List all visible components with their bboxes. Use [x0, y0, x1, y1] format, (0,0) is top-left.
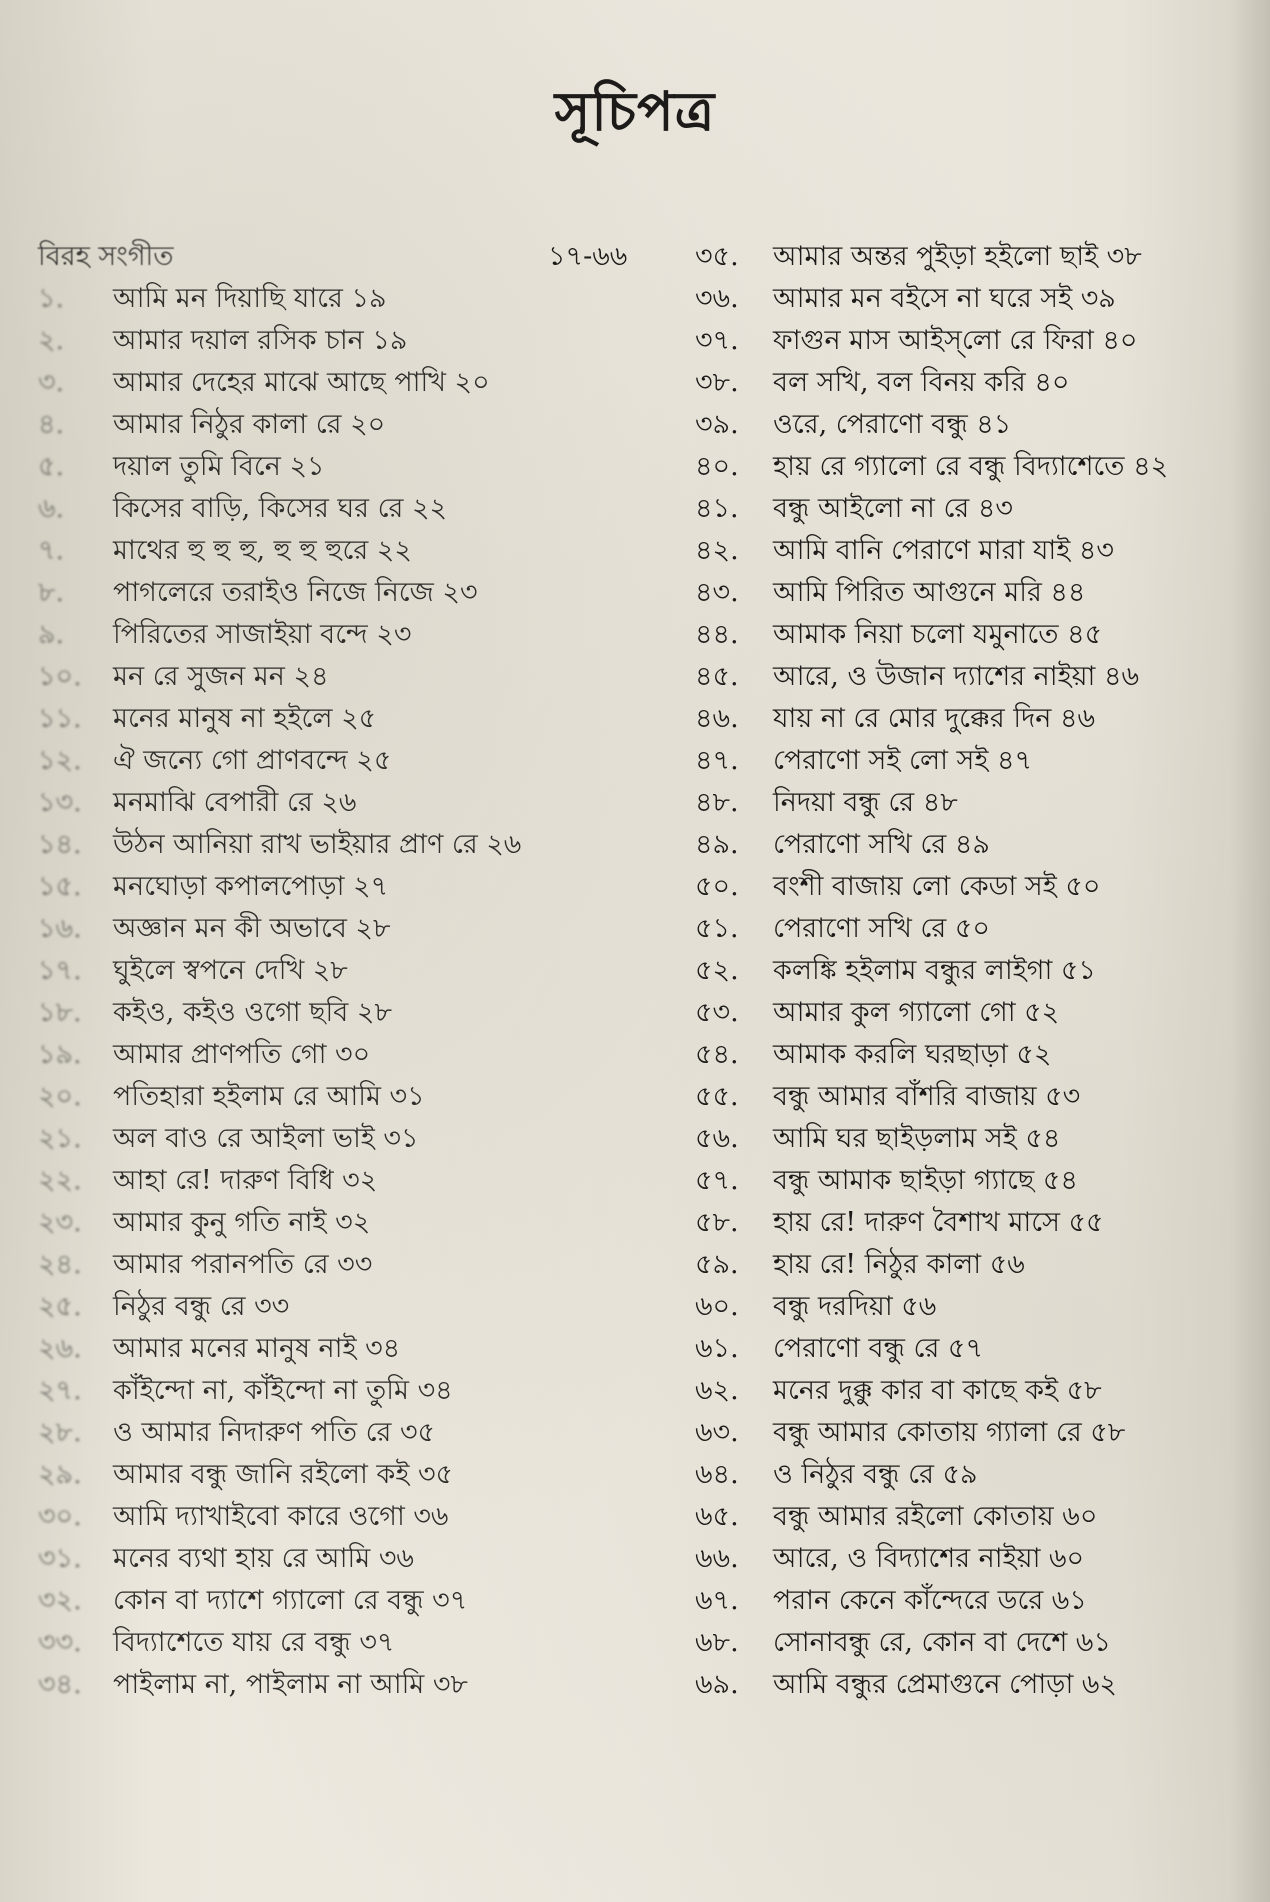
- toc-entry: [38, 1580, 658, 1622]
- toc-entry-title: অজ্ঞান মন কী অভাবে ২৮: [113, 913, 391, 944]
- toc-entry-title: আমাক করলি ঘরছাড়া ৫২: [773, 1039, 1052, 1070]
- toc-entry: [38, 446, 658, 488]
- toc-entry-number: ৫৪.: [695, 1039, 739, 1070]
- toc-entry-title: আমি মন দিয়াছি যারে ১৯: [113, 283, 387, 314]
- toc-entry-title: বন্ধু আইলো না রে ৪৩: [773, 493, 1013, 524]
- toc-entry-number: ১২.: [38, 745, 82, 776]
- toc-entry-title: আমার মনের মানুষ নাই ৩৪: [113, 1333, 401, 1364]
- toc-entry: [695, 1370, 1255, 1412]
- toc-entry: [695, 488, 1255, 530]
- toc-entry: [695, 530, 1255, 572]
- toc-entry: [38, 530, 658, 572]
- page-edge-shadow: [1230, 0, 1270, 1902]
- toc-entry-title: আহা রে! দারুণ বিধি ৩২: [113, 1165, 378, 1196]
- toc-entry: [695, 1496, 1255, 1538]
- toc-entry-number: ১৬.: [38, 913, 82, 944]
- toc-entry-title: আমি বন্ধুর প্রেমাগুনে পোড়া ৬২: [773, 1669, 1117, 1700]
- toc-entry-number: ৬.: [38, 493, 65, 524]
- toc-entry-number: ৪২.: [695, 535, 739, 566]
- toc-entry-number: ৩৬.: [695, 283, 739, 314]
- toc-entry-number: ৫৩.: [695, 997, 739, 1028]
- toc-entry-number: ৪৭.: [695, 745, 739, 776]
- toc-entry: [38, 866, 658, 908]
- toc-entry-number: ১.: [38, 283, 65, 314]
- toc-entry-title: ওরে, পেরাণো বন্ধু ৪১: [773, 409, 1012, 440]
- toc-entry-title: আমার দেহের মাঝে আছে পাখি ২০: [113, 367, 490, 398]
- toc-entry-number: ৫৯.: [695, 1249, 739, 1280]
- toc-entry-number: ৬৮.: [695, 1627, 739, 1658]
- toc-entry: [695, 908, 1255, 950]
- toc-entry-title: আরে, ও উজান দ্যাশের নাইয়া ৪৬: [773, 661, 1140, 692]
- toc-entry-title: ও নিঠুর বন্ধু রে ৫৯: [773, 1459, 978, 1490]
- toc-entry-title: মনমাঝি বেপারী রে ২৬: [113, 787, 357, 818]
- toc-entry-title: মনের মানুষ না হইলে ২৫: [113, 703, 377, 734]
- toc-entry-number: ১৯.: [38, 1039, 82, 1070]
- toc-entry-number: ৩৫.: [695, 241, 739, 272]
- toc-entry-number: ৬১.: [695, 1333, 739, 1364]
- toc-entry-number: ২০.: [38, 1081, 82, 1112]
- toc-entry: [695, 1244, 1255, 1286]
- toc-entry-number: ৬৯.: [695, 1669, 739, 1700]
- toc-entry: [695, 656, 1255, 698]
- toc-entry-title: হায় রে! নিঠুর কালা ৫৬: [773, 1249, 1025, 1280]
- section-name: বিরহ সংগীত: [38, 241, 174, 272]
- toc-entry: [38, 614, 658, 656]
- toc-entry-title: আমার অন্তর পুইড়া হইলো ছাই ৩৮: [773, 241, 1142, 272]
- toc-entry: [695, 572, 1255, 614]
- toc-entry-number: ২২.: [38, 1165, 82, 1196]
- toc-entry-number: ৫৭.: [695, 1165, 739, 1196]
- toc-left-list: [38, 278, 658, 1706]
- toc-entry: [695, 992, 1255, 1034]
- toc-entry: [695, 1538, 1255, 1580]
- toc-entry-title: সোনাবন্ধু রে, কোন বা দেশে ৬১: [773, 1627, 1111, 1658]
- toc-entry: [38, 1454, 658, 1496]
- toc-entry-number: ৪৫.: [695, 661, 739, 692]
- toc-entry-title: ও আমার নিদারুণ পতি রে ৩৫: [113, 1417, 436, 1448]
- toc-entry-number: ১০.: [38, 661, 82, 692]
- toc-entry-title: পরান কেনে কাঁন্দেরে ডরে ৬১: [773, 1585, 1087, 1616]
- toc-entry-title: পেরাণো সখি রে ৫০: [773, 913, 990, 944]
- toc-entry: [38, 950, 658, 992]
- toc-entry-title: আমার পরানপতি রে ৩৩: [113, 1249, 373, 1280]
- toc-entry: [38, 1496, 658, 1538]
- toc-entry-number: ৪১.: [695, 493, 739, 524]
- toc-entry-title: বল সখি, বল বিনয় করি ৪০: [773, 367, 1070, 398]
- toc-entry-title: আমার বন্ধু জানি রইলো কই ৩৫: [113, 1459, 454, 1490]
- toc-entry: [38, 572, 658, 614]
- toc-entry: [38, 1370, 658, 1412]
- toc-entry-number: ২৪.: [38, 1249, 82, 1280]
- toc-entry-title: আমার কুনু গতি নাই ৩২: [113, 1207, 371, 1238]
- toc-entry-title: উঠন আনিয়া রাখ ভাইয়ার প্রাণ রে ২৬: [113, 829, 522, 860]
- toc-entry: [695, 278, 1255, 320]
- toc-entry-number: ৪৪.: [695, 619, 739, 650]
- toc-entry-number: ৬৫.: [695, 1501, 739, 1532]
- toc-entry: [695, 1034, 1255, 1076]
- toc-entry: [38, 992, 658, 1034]
- toc-entry-number: ৩৭.: [695, 325, 739, 356]
- page-title: সূচিপত্র: [554, 79, 716, 143]
- toc-entry-title: আমার প্রাণপতি গো ৩০: [113, 1039, 371, 1070]
- toc-entry-number: ৩০.: [38, 1501, 82, 1532]
- toc-entry-number: ৪৬.: [695, 703, 739, 734]
- toc-entry-title: দয়াল তুমি বিনে ২১: [113, 451, 325, 482]
- toc-entry-number: ২৮.: [38, 1417, 82, 1448]
- toc-entry-title: আমি পিরিত আগুনে মরি ৪৪: [773, 577, 1086, 608]
- toc-entry-title: পেরাণো সই লো সই ৪৭: [773, 745, 1033, 776]
- toc-entry-number: ৫৮.: [695, 1207, 739, 1238]
- toc-entry-number: ৩১.: [38, 1543, 82, 1574]
- toc-entry-title: পাগলেরে তরাইও নিজে নিজে ২৩: [113, 577, 478, 608]
- toc-entry-title: বন্ধু আমাক ছাইড়া গ্যাছে ৫৪: [773, 1165, 1078, 1196]
- toc-entry: [695, 1664, 1255, 1706]
- toc-entry: [38, 908, 658, 950]
- toc-entry: [38, 1118, 658, 1160]
- toc-entry-number: ৮.: [38, 577, 65, 608]
- toc-entry: [695, 740, 1255, 782]
- toc-entry-title: হায় রে গ্যালো রে বন্ধু বিদ্যাশেতে ৪২: [773, 451, 1169, 482]
- toc-entry: [38, 1034, 658, 1076]
- toc-entry-number: ৬৬.: [695, 1543, 739, 1574]
- toc-entry-title: যায় না রে মোর দুক্কের দিন ৪৬: [773, 703, 1096, 734]
- toc-entry-number: ৯.: [38, 619, 65, 650]
- toc-entry-title: কাঁইন্দো না, কাঁইন্দো না তুমি ৩৪: [113, 1375, 453, 1406]
- toc-entry: [38, 1202, 658, 1244]
- toc-entry-title: আমি বানি পেরাণে মারা যাই ৪৩: [773, 535, 1114, 566]
- toc-entry-number: ২১.: [38, 1123, 82, 1154]
- toc-entry-title: বংশী বাজায় লো কেডা সই ৫০: [773, 871, 1101, 902]
- toc-entry-title: নিঠুর বন্ধু রে ৩৩: [113, 1291, 290, 1322]
- toc-entry: [695, 614, 1255, 656]
- toc-entry-title: নিদয়া বন্ধু রে ৪৮: [773, 787, 958, 818]
- toc-entry-number: ৬২.: [695, 1375, 739, 1406]
- toc-entry-number: ১৪.: [38, 829, 82, 860]
- toc-entry: [38, 1412, 658, 1454]
- toc-entry: [695, 1202, 1255, 1244]
- toc-entry-number: ১৭.: [38, 955, 82, 986]
- toc-entry: [695, 446, 1255, 488]
- toc-entry-title: আমার মন বইসে না ঘরে সই ৩৯: [773, 283, 1116, 314]
- toc-entry: [38, 362, 658, 404]
- section-page-range: ১৭-৬৬: [548, 241, 628, 272]
- toc-entry: [695, 824, 1255, 866]
- toc-entry-number: ৫১.: [695, 913, 739, 944]
- toc-entry-title: কোন বা দ্যাশে গ্যালো রে বন্ধু ৩৭: [113, 1585, 468, 1616]
- toc-entry-title: পাইলাম না, পাইলাম না আমি ৩৮: [113, 1669, 468, 1700]
- toc-entry-number: ৫৬.: [695, 1123, 739, 1154]
- toc-entry-number: ৬৩.: [695, 1417, 739, 1448]
- toc-entry-title: কইও, কইও ওগো ছবি ২৮: [113, 997, 392, 1028]
- toc-entry-title: বন্ধু দরদিয়া ৫৬: [773, 1291, 937, 1322]
- toc-entry-title: পেরাণো সখি রে ৪৯: [773, 829, 990, 860]
- toc-entry-title: পতিহারা হইলাম রে আমি ৩১: [113, 1081, 425, 1112]
- toc-entry: [38, 1664, 658, 1706]
- toc-entry: [695, 1328, 1255, 1370]
- toc-entry-title: হায় রে! দারুণ বৈশাখ মাসে ৫৫: [773, 1207, 1104, 1238]
- toc-right-list: [695, 236, 1255, 1706]
- toc-entry: [695, 950, 1255, 992]
- toc-entry-title: ঘুইলে স্বপনে দেখি ২৮: [113, 955, 348, 986]
- toc-entry: [38, 1160, 658, 1202]
- toc-entry-title: বন্ধু আমার বাঁশরি বাজায় ৫৩: [773, 1081, 1081, 1112]
- toc-entry: [695, 1454, 1255, 1496]
- toc-entry-number: ৩৮.: [695, 367, 739, 398]
- toc-entry-title: আরে, ও বিদ্যাশের নাইয়া ৬০: [773, 1543, 1085, 1574]
- toc-entry-number: ১১.: [38, 703, 82, 734]
- toc-entry-title: আমার কুল গ্যালো গো ৫২: [773, 997, 1060, 1028]
- toc-entry: [38, 1622, 658, 1664]
- toc-entry: [38, 404, 658, 446]
- toc-entry: [38, 320, 658, 362]
- toc-entry: [38, 824, 658, 866]
- toc-entry: [38, 1076, 658, 1118]
- toc-entry-number: ৩৯.: [695, 409, 739, 440]
- toc-entry-title: অল বাও রে আইলা ভাই ৩১: [113, 1123, 419, 1154]
- toc-entry-title: মনের ব্যথা হায় রে আমি ৩৬: [113, 1543, 414, 1574]
- toc-entry-number: ২৯.: [38, 1459, 82, 1490]
- toc-entry-title: আমি ঘর ছাইড়লাম সই ৫৪: [773, 1123, 1061, 1154]
- toc-entry: [695, 1160, 1255, 1202]
- toc-entry-title: ঐ জন্যে গো প্রাণবন্দে ২৫: [113, 745, 392, 776]
- toc-entry-title: মনের দুক্কু কার বা কাছে কই ৫৮: [773, 1375, 1102, 1406]
- toc-entry: [695, 236, 1255, 278]
- toc-entry: [695, 1622, 1255, 1664]
- toc-entry: [38, 1244, 658, 1286]
- toc-entry: [695, 1286, 1255, 1328]
- toc-entry-number: ৩৩.: [38, 1627, 82, 1658]
- toc-right-column: [695, 236, 1255, 1706]
- toc-entry-title: কলঙ্কি হইলাম বন্ধুর লাইগা ৫১: [773, 955, 1096, 986]
- toc-entry-number: ২৬.: [38, 1333, 82, 1364]
- toc-entry-number: ৩২.: [38, 1585, 82, 1616]
- toc-entry-number: ১৮.: [38, 997, 82, 1028]
- toc-entry-number: ৫.: [38, 451, 65, 482]
- toc-entry: [38, 488, 658, 530]
- toc-entry: [38, 1538, 658, 1580]
- toc-entry: [695, 1580, 1255, 1622]
- toc-left-column: [38, 236, 658, 1706]
- toc-entry-number: ২.: [38, 325, 65, 356]
- toc-entry-number: ২৭.: [38, 1375, 82, 1406]
- toc-entry-title: মনঘোড়া কপালপোড়া ২৭: [113, 871, 389, 902]
- toc-entry: [38, 1328, 658, 1370]
- toc-entry: [38, 740, 658, 782]
- toc-entry-title: আমার নিঠুর কালা রে ২০: [113, 409, 386, 440]
- toc-entry: [695, 1118, 1255, 1160]
- toc-entry: [38, 656, 658, 698]
- toc-entry-number: ৩.: [38, 367, 65, 398]
- toc-entry: [695, 782, 1255, 824]
- toc-entry-title: মন রে সুজন মন ২৪: [113, 661, 329, 692]
- toc-entry-title: বিদ্যাশেতে যায় রে বন্ধু ৩৭: [113, 1627, 395, 1658]
- toc-entry-number: ৫২.: [695, 955, 739, 986]
- toc-entry: [38, 782, 658, 824]
- toc-entry: [38, 1286, 658, 1328]
- toc-entry-number: ৬০.: [695, 1291, 739, 1322]
- toc-entry-title: ফাগুন মাস আইস্‌লো রে ফিরা ৪০: [773, 325, 1138, 356]
- toc-entry-title: মাথের হু হু হু, হু হু হুরে ২২: [113, 535, 412, 566]
- toc-entry: [695, 698, 1255, 740]
- toc-entry-number: ৬৪.: [695, 1459, 739, 1490]
- toc-entry-number: ৪৯.: [695, 829, 739, 860]
- toc-entry-number: ৪৮.: [695, 787, 739, 818]
- toc-entry-number: ১৫.: [38, 871, 82, 902]
- toc-entry-number: ৪০.: [695, 451, 739, 482]
- toc-entry-number: ৩৪.: [38, 1669, 82, 1700]
- toc-entry: [695, 1412, 1255, 1454]
- toc-entry: [38, 698, 658, 740]
- toc-entry-title: পেরাণো বন্ধু রে ৫৭: [773, 1333, 984, 1364]
- toc-entry-number: ৫৫.: [695, 1081, 739, 1112]
- toc-entry: [695, 1076, 1255, 1118]
- toc-entry-title: কিসের বাড়ি, কিসের ঘর রে ২২: [113, 493, 448, 524]
- toc-entry: [695, 362, 1255, 404]
- toc-entry-number: ৪৩.: [695, 577, 739, 608]
- toc-entry-number: ৭.: [38, 535, 65, 566]
- toc-entry-title: আমি দ্যাখাইবো কারে ওগো ৩৬: [113, 1501, 449, 1532]
- toc-entry-number: ৬৭.: [695, 1585, 739, 1616]
- toc-entry-title: বন্ধু আমার রইলো কোতায় ৬০: [773, 1501, 1098, 1532]
- toc-entry-title: আমার দয়াল রসিক চান ১৯: [113, 325, 408, 356]
- section-heading: [38, 236, 658, 278]
- toc-entry-title: পিরিতের সাজাইয়া বন্দে ২৩: [113, 619, 412, 650]
- toc-entry-title: বন্ধু আমার কোতায় গ্যালা রে ৫৮: [773, 1417, 1126, 1448]
- toc-entry-number: ৫০.: [695, 871, 739, 902]
- toc-entry: [38, 278, 658, 320]
- toc-entry: [695, 404, 1255, 446]
- toc-entry-number: ৪.: [38, 409, 65, 440]
- toc-entry-number: ২৩.: [38, 1207, 82, 1238]
- toc-entry-number: ১৩.: [38, 787, 82, 818]
- toc-entry: [695, 320, 1255, 362]
- toc-entry: [695, 866, 1255, 908]
- toc-entry-title: আমাক নিয়া চলো যমুনাতে ৪৫: [773, 619, 1103, 650]
- toc-entry-number: ২৫.: [38, 1291, 82, 1322]
